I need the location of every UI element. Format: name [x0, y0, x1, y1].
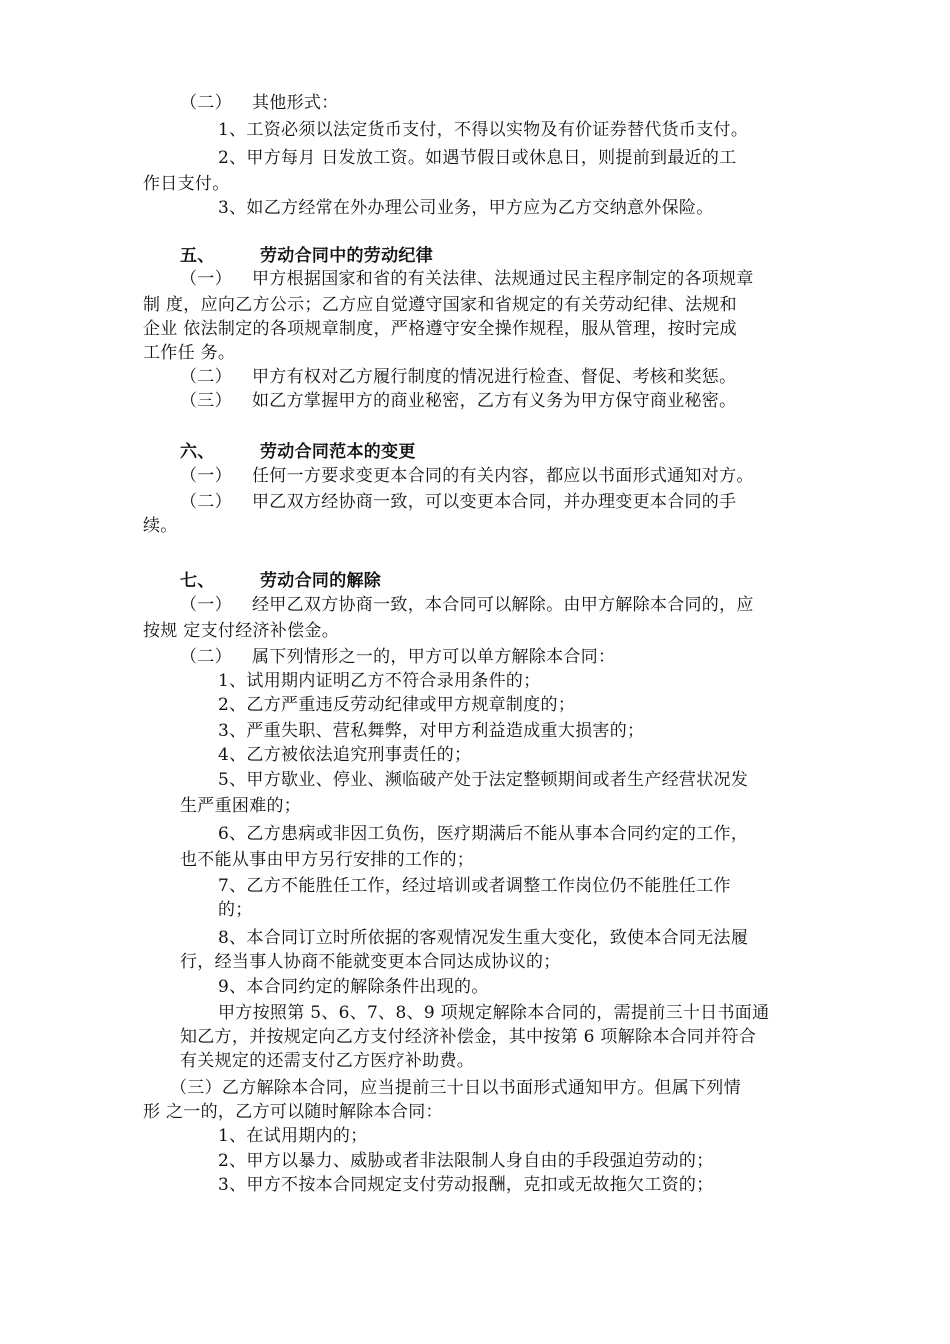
clause-number: （一）	[180, 595, 232, 615]
clause-text: 其他形式：	[252, 93, 339, 113]
list-item: 2、甲方以暴力、威胁或者非法限制人身自由的手段强迫劳动的；	[218, 1151, 714, 1171]
clause-line	[180, 490, 736, 514]
list-item: 1、在试用期内的；	[218, 1126, 368, 1146]
clause-text: 甲方有权对乙方履行制度的情况进行检查、督促、考核和奖惩。	[252, 367, 737, 387]
list-item: 3、甲方不按本合同规定支付劳动报酬，克扣或无故拖欠工资的；	[218, 1175, 714, 1195]
section-title: 劳动合同中的劳动纪律	[260, 246, 433, 266]
list-item: 2、乙方严重违反劳动纪律或甲方规章制度的；	[218, 695, 576, 715]
text-line: 形 之一的，乙方可以随时解除本合同：	[143, 1102, 443, 1122]
clause-text: 甲乙双方经协商一致，可以变更本合同，并办理变更本合同的手	[252, 492, 737, 512]
clause-text: 属下列情形之一的，甲方可以单方解除本合同：	[252, 647, 616, 667]
list-item: 1、试用期内证明乙方不符合录用条件的；	[218, 671, 541, 691]
clause-text: 甲方根据国家和省的有关法律、法规通过民主程序制定的各项规章	[252, 269, 754, 289]
text-line: 行，经当事人协商不能就变更本合同达成协议的；	[180, 952, 561, 972]
list-item: 9、本合同约定的解除条件出现的。	[218, 977, 489, 997]
text-line: 企业 依法制定的各项规章制度，严格遵守安全操作规程，服从管理，按时完成	[143, 319, 737, 339]
clause-number: （二）	[180, 492, 232, 512]
clause-number: （一）	[180, 466, 232, 486]
list-item: 4、乙方被依法追究刑事责任的；	[218, 745, 472, 765]
clause-text: 任何一方要求变更本合同的有关内容，都应以书面形式通知对方。	[252, 466, 754, 486]
clause-text: 经甲乙双方协商一致，本合同可以解除。由甲方解除本合同的，应	[252, 595, 754, 615]
text-line: 生严重困难的；	[180, 796, 302, 816]
section-heading	[180, 244, 433, 268]
clause-number: （二）	[180, 93, 232, 113]
section-number: 七、	[180, 571, 215, 591]
clause-line	[180, 464, 754, 488]
section-number: 五、	[180, 246, 215, 266]
clause-line	[180, 267, 754, 291]
text-line: （三）乙方解除本合同，应当提前三十日以书面形式通知甲方。但属下列情	[170, 1078, 741, 1098]
section-heading	[180, 569, 381, 593]
clause-number: （二）	[180, 367, 232, 387]
text-line: 制 度，应向乙方公示；乙方应自觉遵守国家和省规定的有关劳动纪律、法规和	[143, 295, 737, 315]
clause-line	[180, 593, 754, 617]
section-title: 劳动合同的解除	[260, 571, 382, 591]
text-line: 作日支付。	[143, 174, 230, 194]
clause-line	[180, 91, 339, 115]
list-item: 3、严重失职、营私舞弊，对甲方利益造成重大损害的；	[218, 721, 645, 741]
list-item: 8、本合同订立时所依据的客观情况发生重大变化，致使本合同无法履	[218, 928, 749, 948]
section-heading	[180, 440, 416, 464]
text-line: 按规 定支付经济补偿金。	[143, 621, 340, 641]
text-line: 1、工资必须以法定货币支付，不得以实物及有价证券替代货币支付。	[218, 120, 749, 140]
clause-line	[180, 389, 736, 413]
clause-line	[180, 365, 736, 389]
text-line: 3、如乙方经常在外办理公司业务，甲方应为乙方交纳意外保险。	[218, 198, 714, 218]
clause-line	[180, 645, 615, 669]
clause-number: （一）	[180, 269, 232, 289]
text-line: 的；	[218, 900, 253, 920]
list-item: 7、乙方不能胜任工作，经过培训或者调整工作岗位仍不能胜任工作	[218, 876, 731, 896]
section-title: 劳动合同范本的变更	[260, 442, 416, 462]
section-number: 六、	[180, 442, 215, 462]
list-item: 5、甲方歇业、停业、濒临破产处于法定整顿期间或者生产经营状况发	[218, 770, 749, 790]
text-line: 2、甲方每月 日发放工资。如遇节假日或休息日，则提前到最近的工	[218, 148, 737, 168]
text-line: 甲方按照第 5、6、7、8、9 项规定解除本合同的，需提前三十日书面通	[218, 1003, 770, 1023]
text-line: 知乙方，并按规定向乙方支付经济补偿金，其中按第 6 项解除本合同并符合	[180, 1027, 757, 1047]
text-line: 续。	[143, 516, 178, 536]
clause-number: （二）	[180, 647, 232, 667]
clause-number: （三）	[180, 391, 232, 411]
text-line: 有关规定的还需支付乙方医疗补助费。	[180, 1051, 475, 1071]
clause-text: 如乙方掌握甲方的商业秘密，乙方有义务为甲方保守商业秘密。	[252, 391, 737, 411]
list-item: 6、乙方患病或非因工负伤，医疗期满后不能从事本合同约定的工作，	[218, 824, 749, 844]
text-line: 也不能从事由甲方另行安排的工作的；	[180, 850, 475, 870]
text-line: 工作任 务。	[143, 343, 236, 363]
